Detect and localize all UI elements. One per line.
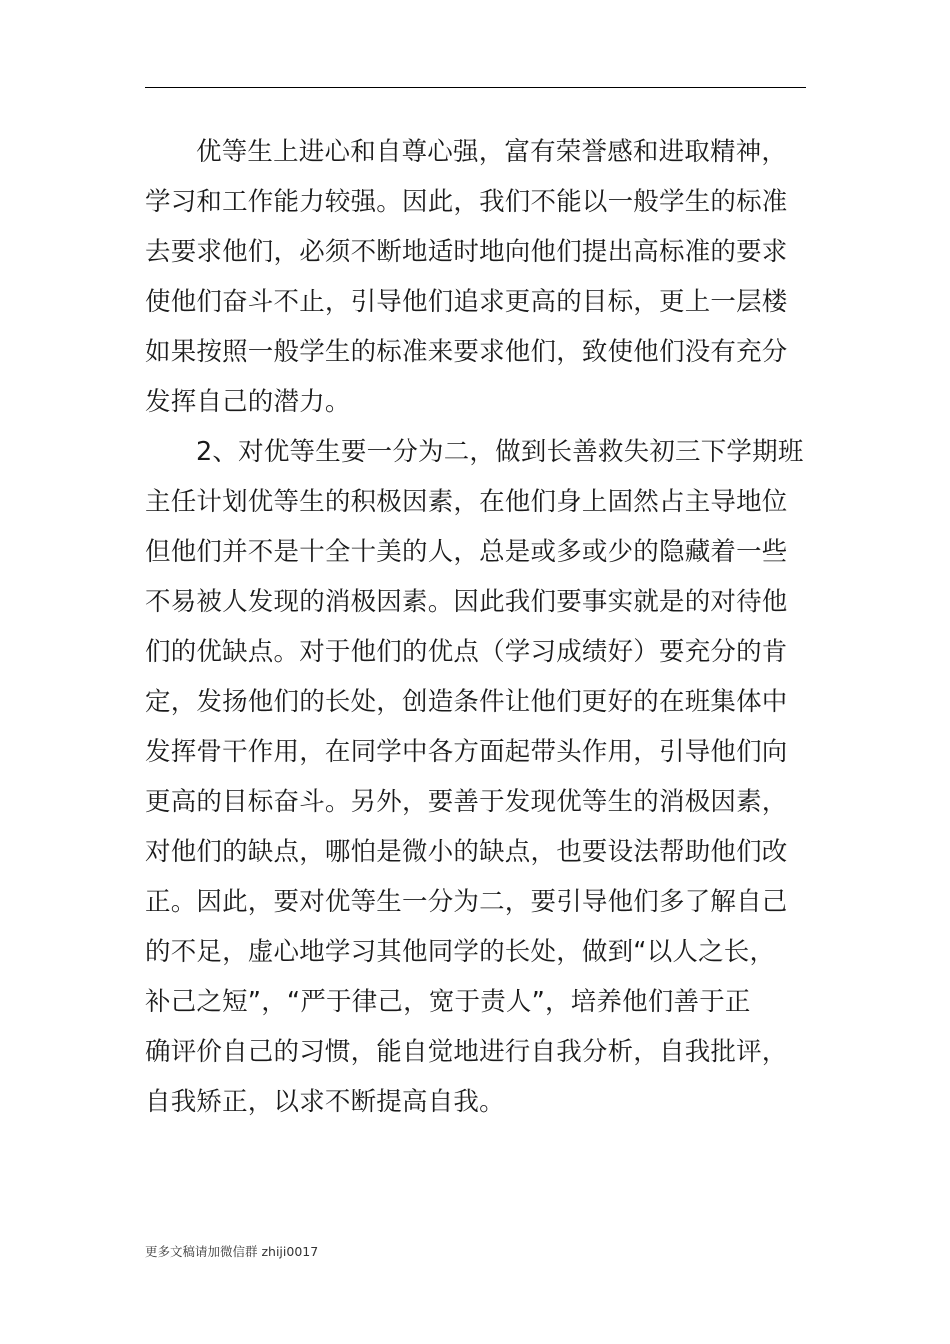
paragraph-2-line-11: 的不足，虚心地学习其他同学的长处，做到“以人之长， <box>145 937 776 967</box>
paragraph-2-line-8: 更高的目标奋斗。另外，要善于发现优等生的消极因素， <box>145 787 788 817</box>
document-body <box>145 127 806 1127</box>
paragraph-1-line-4: 使他们奋斗不止，引导他们追求更高的目标，更上一层楼 <box>145 287 788 317</box>
paragraph-2-line-13: 确评价自己的习惯，能自觉地进行自我分析，自我批评， <box>145 1037 788 1067</box>
paragraph-1-line-1: 优等生上进心和自尊心强，富有荣誉感和进取精神， <box>196 137 788 167</box>
paragraph-2-line-3: 但他们并不是十全十美的人，总是或多或少的隐藏着一些 <box>145 537 788 567</box>
paragraph-2-line-2: 主任计划优等生的积极因素，在他们身上固然占主导地位 <box>145 487 788 517</box>
paragraph-1-line-5: 如果按照一般学生的标准来要求他们，致使他们没有充分 <box>145 337 788 367</box>
paragraph-2-line-10: 正。因此，要对优等生一分为二，要引导他们多了解自己 <box>145 887 788 917</box>
paragraph-1-line-3: 去要求他们，必须不断地适时地向他们提出高标准的要求 <box>145 237 788 267</box>
paragraph-2-line-5: 们的优缺点。对于他们的优点（学习成绩好）要充分的肯 <box>145 637 788 667</box>
paragraph-2-line-9: 对他们的缺点，哪怕是微小的缺点，也要设法帮助他们改 <box>145 837 788 867</box>
footer-note: 更多文稿请加微信群 zhiji0017 <box>145 1244 319 1259</box>
paragraph-2-line-14: 自我矫正，以求不断提高自我。 <box>145 1087 505 1117</box>
paragraph-2-line-7: 发挥骨干作用，在同学中各方面起带头作用，引导他们向 <box>145 737 788 767</box>
paragraph-1-line-6: 发挥自己的潜力。 <box>145 387 351 417</box>
paragraph-2-line-4: 不易被人发现的消极因素。因此我们要事实就是的对待他 <box>145 587 788 617</box>
paragraph-2-line-6: 定，发扬他们的长处，创造条件让他们更好的在班集体中 <box>145 687 788 717</box>
paragraph-2-line-1: 2、对优等生要一分为二，做到长善救失初三下学期班 <box>196 437 804 467</box>
paragraph-2-line-12: 补己之短”，“严于律己，宽于责人”，培养他们善于正 <box>145 987 751 1017</box>
paragraph-1-line-2: 学习和工作能力较强。因此，我们不能以一般学生的标准 <box>145 187 788 217</box>
header-rule <box>145 87 806 88</box>
